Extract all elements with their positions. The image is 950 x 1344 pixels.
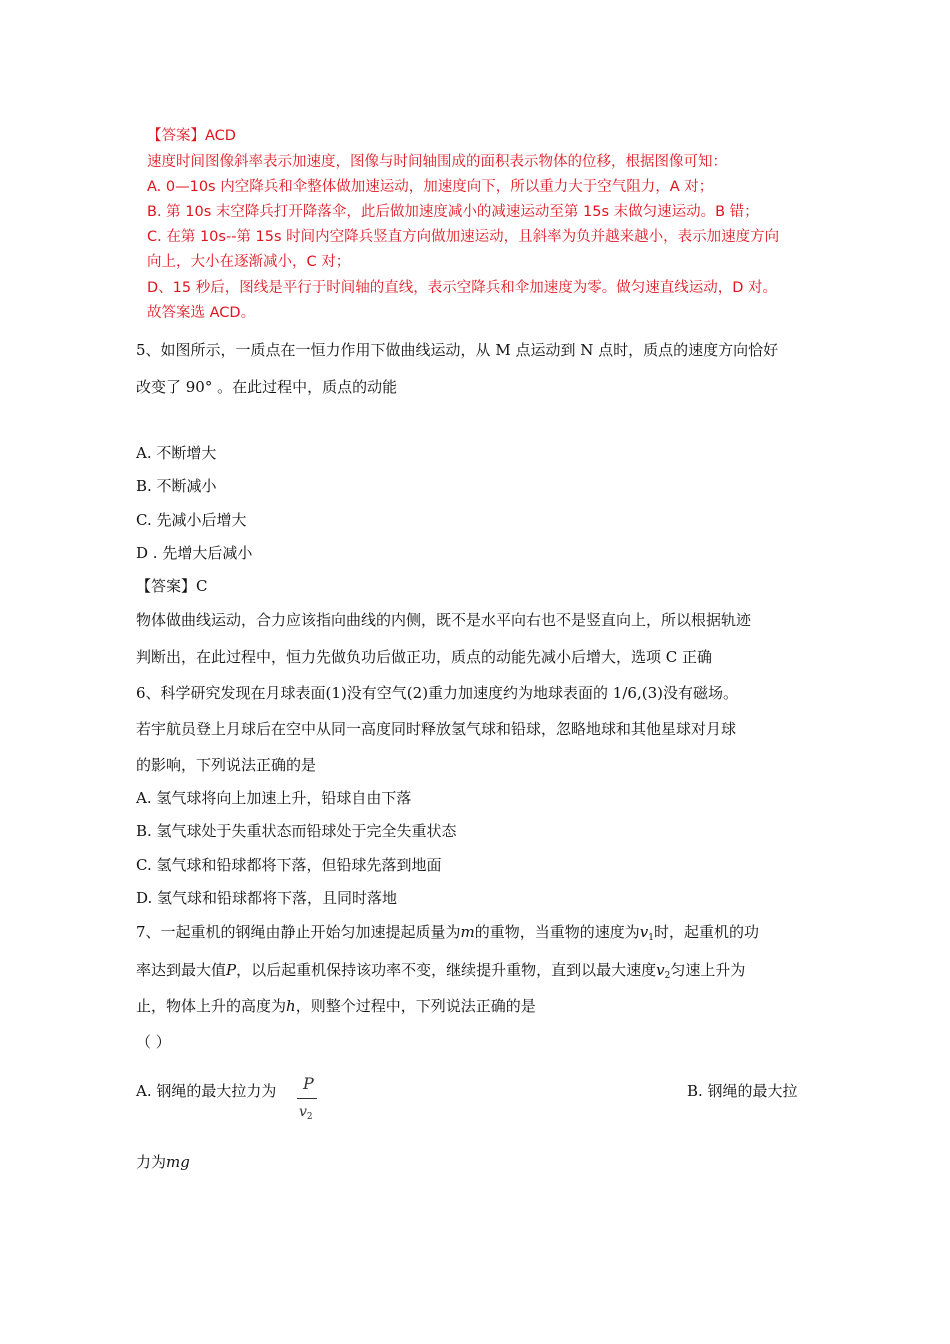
explanation-line: D、15 秒后，图线是平行于时间轴的直线，表示空降兵和伞加速度为零。做匀速直线运动，D 对。 xyxy=(147,280,777,296)
option-b: B. 不断减小 xyxy=(136,477,217,495)
answer-header: 【答案】ACD xyxy=(147,128,236,144)
power-symbol: P xyxy=(226,961,237,979)
height-symbol: h xyxy=(286,997,296,1015)
option-b-cont: 力为mg xyxy=(136,1153,190,1171)
option-d: D . 先增大后减小 xyxy=(136,544,253,562)
question-5-stem-cont: 改变了 90° 。在此过程中，质点的动能 xyxy=(136,378,398,396)
question-7-stem-cont: 率达到最大值P，以后起重机保持该功率不变，继续提升重物，直到以最大速度$v_2$匀速上升为 xyxy=(136,961,746,981)
question-7-stem-cont: 止，物体上升的高度为h，则整个过程中，下列说法正确的是 xyxy=(136,997,536,1015)
option-d: D. 氢气球和铅球都将下落，且同时落地 xyxy=(136,889,398,907)
explanation-line: 向上，大小在逐渐减小，C 对； xyxy=(147,254,351,270)
question-6-stem-cont: 的影响，下列说法正确的是 xyxy=(136,756,317,774)
fraction-p-over-v2: P $v_2$ xyxy=(297,1074,321,1128)
mass-symbol: m xyxy=(460,923,475,941)
explanation-line: C. 在第 10s--第 15s 时间内空降兵竖直方向做加速运动，且斜率为负并越来越小，表示加速度方向 xyxy=(147,229,780,245)
option-a: A. 钢绳的最大拉力为 xyxy=(136,1082,277,1100)
option-c: C. 氢气球和铅球都将下落，但铅球先落到地面 xyxy=(136,856,442,874)
option-a: A. 氢气球将向上加速上升，铅球自由下落 xyxy=(136,789,412,807)
answer-blank: （ ） xyxy=(136,1033,171,1051)
question-6-stem-cont: 若宇航员登上月球后在空中从同一高度同时释放氢气球和铅球，忽略地球和其他星球对月球 xyxy=(136,720,737,738)
explanation-line: 速度时间图像斜率表示加速度，图像与时间轴围成的面积表示物体的位移，根据图像可知： xyxy=(147,154,727,170)
explanation-line: 判断出，在此过程中，恒力先做负功后做正功，质点的动能先减小后增大，选项 C 正确 xyxy=(136,648,713,666)
option-b: B. 钢绳的最大拉 xyxy=(687,1082,798,1100)
explanation-line: 物体做曲线运动，合力应该指向曲线的内侧，既不是水平向右也不是竖直向上，所以根据轨迹 xyxy=(136,611,752,629)
explanation-line: A. 0—10s 内空降兵和伞整体做加速运动，加速度向下，所以重力大于空气阻力，A 对； xyxy=(147,179,714,195)
answer-label: 【答案】C xyxy=(136,577,208,595)
velocity-symbol: v xyxy=(639,923,649,941)
option-c: C. 先减小后增大 xyxy=(136,511,247,529)
question-6-stem: 6、科学研究发现在月球表面(1)没有空气(2)重力加速度约为地球表面的 1/6,(3)没有磁场。 xyxy=(136,684,738,702)
question-5-stem: 5、如图所示，一质点在一恒力作用下做曲线运动，从 M 点运动到 N 点时，质点的速度方向恰好 xyxy=(136,341,779,359)
option-b: B. 氢气球处于失重状态而铅球处于完全失重状态 xyxy=(136,822,457,840)
velocity-symbol: v xyxy=(656,961,665,979)
explanation-line: B. 第 10s 末空降兵打开降落伞，此后做加速度减小的减速运动至第 15s 末做匀速运动。B 错； xyxy=(147,204,759,220)
option-a: A. 不断增大 xyxy=(136,444,217,462)
question-7-stem: 7、一起重机的钢绳由静止开始匀加速提起质量为m的重物，当重物的速度为$v_1$时，起重机的功 xyxy=(136,923,760,943)
mg-symbol: mg xyxy=(166,1153,190,1171)
explanation-line: 故答案选 ACD。 xyxy=(147,305,256,321)
